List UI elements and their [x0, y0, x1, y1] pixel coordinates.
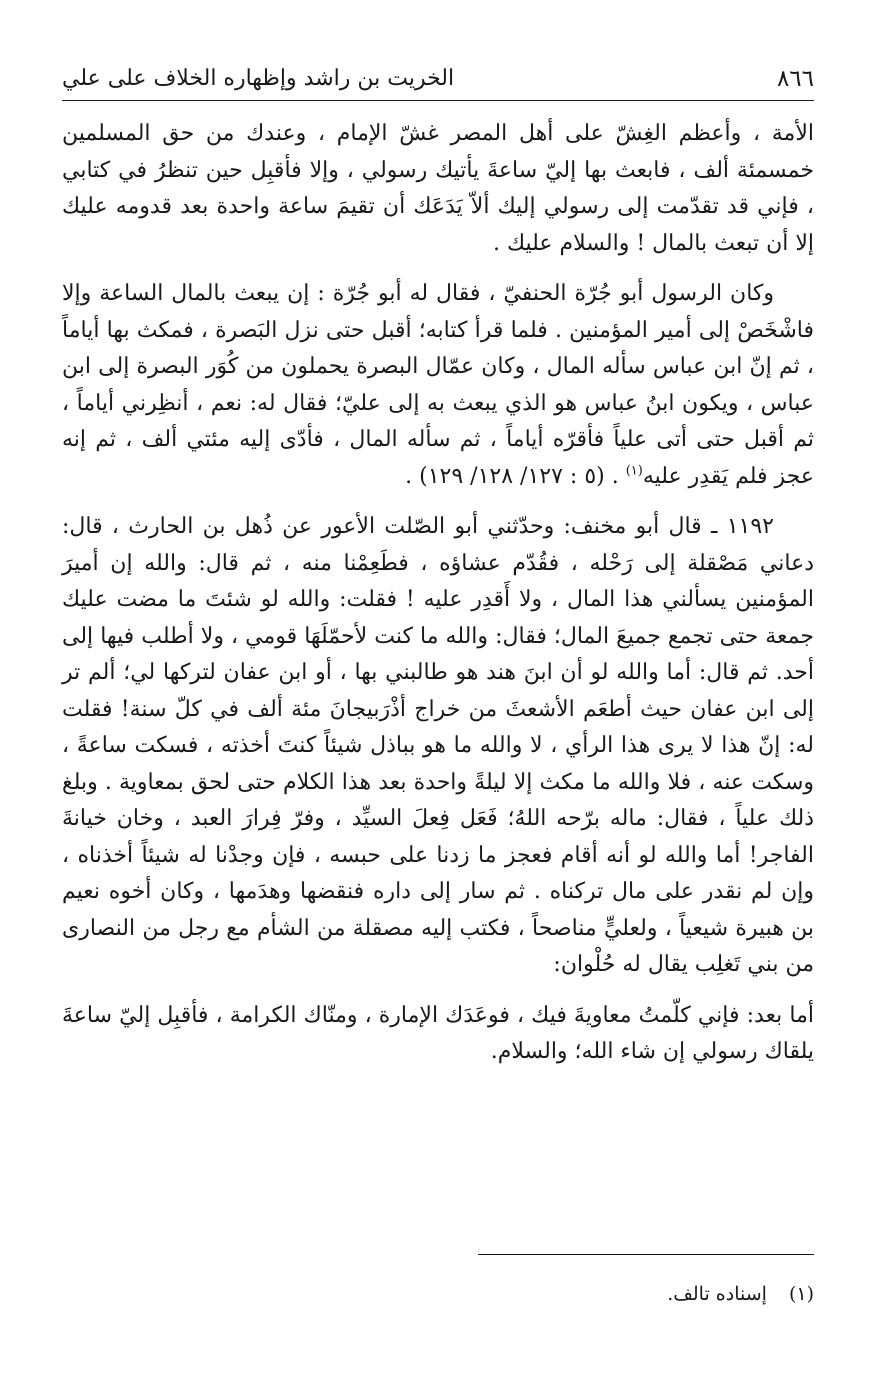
paragraph-2-text: وكان الرسول أبو جُرّة الحنفيّ ، فقال له أبو جُرّة : إن يبعث بالمال الساعة وإلا فاشْخَصْ إلى أمير المؤمنين . فلما قرأ كتابه؛ أقبل حتى نزل البَصرة ، فمكث بها أياماً ، ثم إنّ ابن عباس سأله المال ، وكان عمّال البصرة يحملون من كُوَر البصرة إلى ابن عباس ، ويكون ابنُ عباس هو الذي يبعث به إلى عليّ؛ فقال له: نعم ، أنظِرني أياماً ، ثم أقبل حتى أتى علياً فأقرّه أياماً ، ثم سأله المال ، فأدّى إليه مئتي ألف ، ثم إنه عجز فلم يَقدِر عليه — [62, 281, 815, 489]
source-citation: . (٥ : ١٢٧/ ١٢٨/ ١٢٩) . — [405, 463, 626, 489]
footnote-text: إسناده تالف. — [667, 1283, 767, 1305]
page-header — [62, 62, 814, 101]
paragraph-1: الأمة ، وأعظم الغِشّ على أهل المصر غشّ الإمام ، وعندك من حق المسلمين خمسمئة ألف ، فابعث بها إليّ ساعةَ يأتيك رسولي ، وإلا فأقبِل حين تنظرُ في كتابي ، فإني قد تقدّمت إلى رسولي إليك ألاّ يَدَعَك أن تقيمَ ساعة واحدة بعد قدومه عليك إلا أن تبعث بالمال ! والسلام عليك . — [62, 121, 814, 256]
paragraph-3: ١١٩٢ ـ قال أبو مخنف: وحدّثني أبو الصّلت الأعور عن ذُهل بن الحارث ، قال: دعاني مَصْقلة إلى رَحْله ، فقُدّم عشاؤه ، فطَعِمْنا منه ، ثم قال: والله إن أميرَ المؤمنين يسألني هذا المال ، ولا أَقدِر عليه ! فقلت: والله لو شئتَ ما مضت عليك جمعة حتى تجمع جميعَ المال؛ فقال: والله ما كنت لأحمّلَهَا قومي ، ولا أطلب فيها إلى أحد. ثم قال: أما والله لو أن ابنَ هند هو طالبني بها ، أو ابن عفان لتركها لي؛ ألم تر إلى ابن عفان حيث أطعَم الأشعثَ من خراج أذْرَبيجانَ مئة ألف في كلّ سنة! فقلت له: إنّ هذا لا يرى هذا الرأي ، لا والله ما هو بباذل شيئاً كنتَ أخذته ، فسكت ساعةً ، وسكت عنه ، فلا والله ما مكث إلا ليلةً واحدة بعد هذا الكلام حتى لحق بمعاوية . وبلغ ذلك علياً ، فقال: ماله برّحه اللهُ؛ فَعَل فِعلَ السيِّد ، وفرّ فِرارَ العبد ، وخان خيانةَ الفاجر! أما والله لو أنه أقام فعجز ما زدنا على حبسه ، فإن وجدْنا له شيئاً أخذناه ، وإن لم نقدر على مال تركناه . ثم سار إلى داره فنقضها وهدَمها ، وكان أخوه نعيم بن هبيرة شيعياً ، ولعليٍّ مناصحاً ، فكتب إليه مصقلة من الشأم مع رجل من النصارى من بني تَغلِب يقال له حُلْوان: — [62, 514, 814, 977]
footnote-separator — [478, 1254, 814, 1255]
running-title: الخريت بن راشد وإظهاره الخلاف على علي — [62, 66, 455, 91]
page-number: ٨٦٦ — [776, 66, 814, 92]
footnote-marker: (١) — [788, 1283, 814, 1305]
footnote-reference: (١) — [625, 463, 643, 479]
footnote — [62, 1280, 814, 1308]
main-text — [62, 116, 814, 1071]
paragraph-4: أما بعد: فإني كلّمتُ معاويةَ فيك ، فوعَدَك الإمارة ، ومنّاك الكرامة ، فأقبِل إليّ ساعةَ يلقاك رسولي إن شاء الله؛ والسلام. — [62, 1002, 814, 1064]
paragraph-2 — [62, 276, 814, 495]
